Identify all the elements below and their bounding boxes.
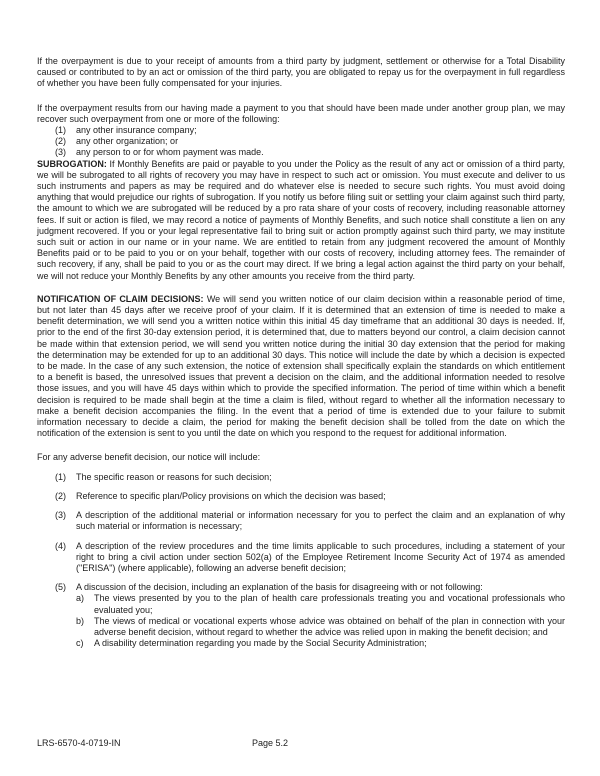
document-id: LRS-6570-4-0719-IN [37, 738, 121, 748]
list-item-number: (1) [55, 471, 66, 482]
notification-body: We will send you written notice of our claim decision within a reasonable period of time, but not later than 45 days after we receive proof of your claim. If it is determined that an extension of time is needed to make a benefit determination, we will send you a written notice within this initial 45 day timeframe that an additional 30 days is needed. If, prior to the end of the first 30-day extension period, it is determined that, due to matters beyond our control, a claim decision cannot be made within that extension period, we will send you written notice during the initial 30 day extension that the period for making the determination may be extended for up to an additional 30 days. This notice will include the date by which a decision is expected to be made. In the case of any such extension, the notice of extension shall specifically explain the standards on which entitlement to a benefit is based, the unresolved issues that prevent a decision on the claim, and the additional information needed to resolve those issues, and you will have 45 days within which to provide the specified information. The period of time within which a benefit decision is required to be made shall begin at the time a claim is filed, without regard to whether all the information necessary to make a benefit decision accompanies the filing. In the event that a period of time is extended due to your failure to submit information necessary to decide a claim, the period for making the benefit decision shall be tolled from the date on which the notification of the extension is sent to you until the date on which you respond to the request for additional information. [37, 293, 565, 439]
page-footer [37, 738, 565, 749]
list-item [55, 491, 565, 502]
list-item-text: A description of the review procedures and the time limits applicable to such procedures, including a statement of your right to bring a civil action under section 502(a) of the Employee Retirement Income Security Act of 1974 as amended ("ERISA") (where applicable), following an adverse benefit decision; [76, 540, 565, 573]
list-subitem-letter: c) [76, 638, 84, 649]
list-subitem [76, 593, 565, 615]
list-item [55, 136, 565, 147]
list-item-text: A discussion of the decision, including an explanation of the basis for disagreeing with or not following: [76, 582, 483, 593]
disagreement-basis-sublist [76, 593, 565, 649]
list-item-text: any other insurance company; [76, 125, 197, 136]
paragraph-notification-of-claim-decisions [37, 294, 565, 440]
list-item-text: A description of the additional material or information necessary for you to perfect the claim and an explanation of why such material or information is necessary; [76, 510, 565, 532]
list-item [55, 582, 565, 649]
list-item-text: any other organization; or [76, 136, 179, 147]
paragraph-overpayment-third-party: If the overpayment is due to your receipt of amounts from a third party by judgment, settlement or otherwise for a Total Disability caused or contributed to by an act or omission of the third party, you are obligated to repay us for the overpayment in full regardless of whether you have been fully compensated for your injuries. [37, 56, 565, 89]
list-item-text: any person to or for whom payment was made. [76, 147, 264, 158]
list-item-number: (1) [55, 125, 66, 136]
adverse-decision-list [55, 472, 565, 650]
list-item [55, 125, 565, 136]
paragraph-subrogation [37, 159, 565, 282]
list-subitem-letter: b) [76, 615, 85, 626]
list-item-number: (2) [55, 136, 66, 147]
subrogation-heading: SUBROGATION: [37, 158, 107, 169]
notification-heading: NOTIFICATION OF CLAIM DECISIONS: [37, 293, 204, 304]
list-item-text: Reference to specific plan/Policy provisions on which the decision was based; [76, 490, 386, 501]
list-item-number: (3) [55, 147, 66, 158]
list-item [55, 147, 565, 158]
list-item [55, 541, 565, 575]
paragraph-adverse-decision-intro: For any adverse benefit decision, our notice will include: [37, 451, 261, 462]
list-subitem [76, 616, 565, 638]
list-item-body [76, 582, 565, 649]
list-subitem-text: A disability determination regarding you made by the Social Security Administration; [94, 638, 427, 649]
list-item-number: (5) [55, 582, 66, 593]
list-item-number: (2) [55, 490, 66, 501]
list-subitem-letter: a) [76, 593, 85, 604]
paragraph-overpayment-group-plan: If the overpayment results from our having made a payment to you that should have been made under another group plan, we may recover such overpayment from one or more of the following: [37, 102, 565, 124]
list-item-number: (3) [55, 510, 66, 521]
list-item [55, 510, 565, 532]
subrogation-body: If Monthly Benefits are paid or payable to you under the Policy as the result of any act or omission of a third party, we will be subrogated to all rights of recovery you may have in respect to such act or omission. You must execute and deliver to us such instruments and papers as may be required and do whatever else is needed to secure such rights. You must avoid doing anything that would prejudice our rights of subrogation. If you notify us before filing suit or settling your claim against such third party, the amount to which we are subrogated will be reduced by a pro rata share of your costs of recovery, including reasonable attorney fees. If suit or action is filed, we may record a notice of payments of Monthly Benefits, and such notice shall constitute a lien on any judgment recovered. If you or your legal representative fail to bring suit or action promptly against such third party, we may institute such suit or action in our name or in your name. We are entitled to retain from any judgment recovered the amount of Monthly Benefits paid or to be paid to you or on your behalf, together with our costs of recovery, including attorney fees. The remainder of such recovery, if any, shall be paid to you or as the court may direct. If we bring a legal action against the third party on your behalf, we will not reduce your Monthly Benefits by any other amounts you receive from the third party. [37, 158, 565, 281]
list-item-number: (4) [55, 540, 66, 551]
list-subitem-text: The views presented by you to the plan of health care professionals treating you and vocational professionals who evaluated you; [94, 593, 565, 615]
list-item-text: The specific reason or reasons for such decision; [76, 471, 272, 482]
list-subitem-text: The views of medical or vocational experts whose advice was obtained on behalf of the plan in connection with your adverse benefit decision, without regard to whether the advice was relied upon in making the benefit decision; and [94, 615, 565, 637]
list-item [55, 472, 565, 483]
page-number: Page 5.2 [252, 738, 289, 748]
list-subitem [76, 638, 565, 649]
recovery-sources-list [55, 125, 565, 159]
